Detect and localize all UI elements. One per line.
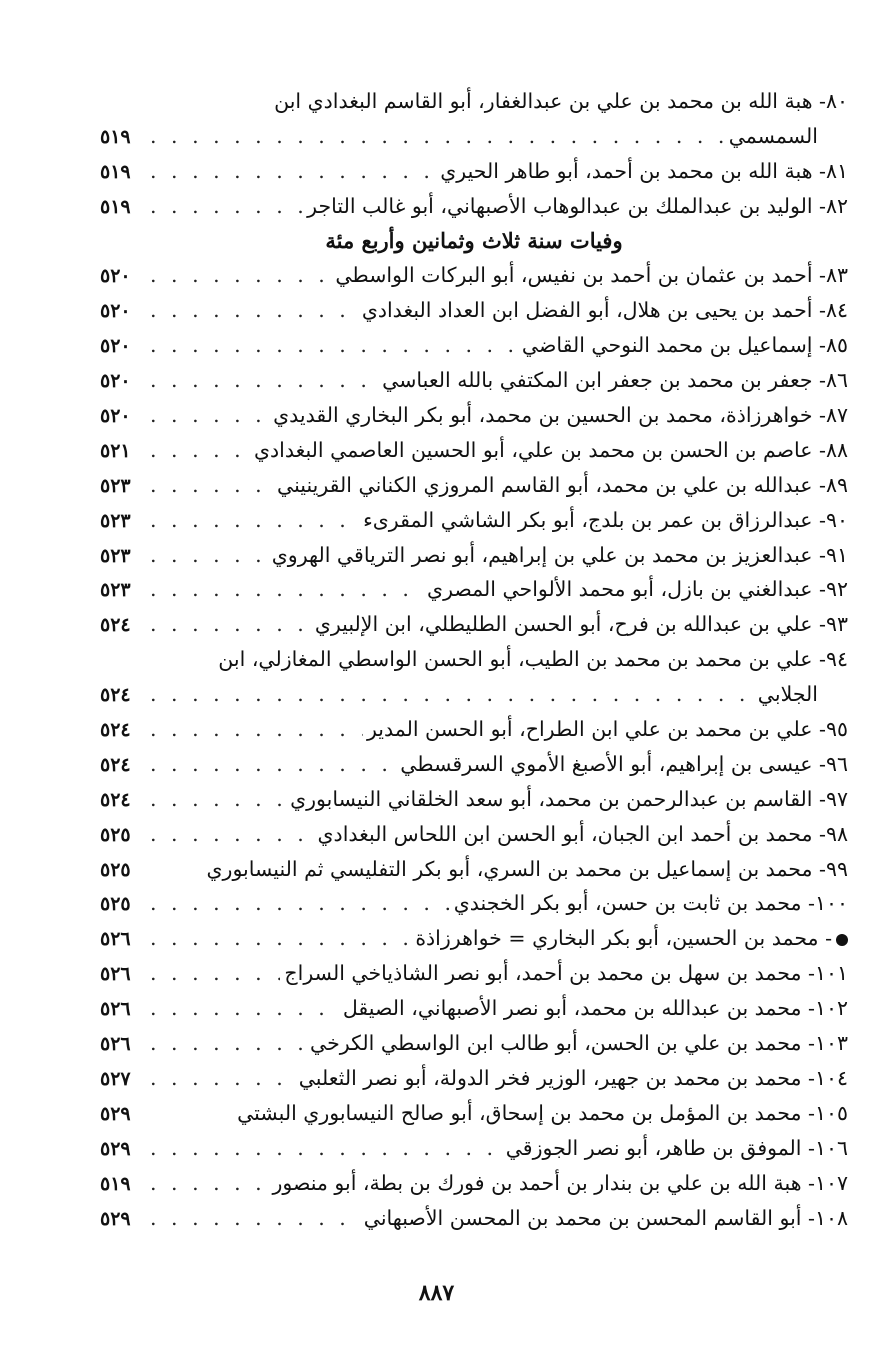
toc-entry — [100, 293, 848, 328]
entry-text: ٩٠- عبدالرزاق بن عمر بن بلدج، أبو بكر الشاشي المقرىء — [363, 507, 848, 532]
entry-page-number: ٥٢٩ — [100, 1137, 131, 1160]
toc-entry — [100, 84, 848, 154]
entry-title: محمد بن ثابت بن حسن، أبو بكر الخجندي — [453, 891, 802, 916]
entry-page-number: ٥٢٦ — [100, 1033, 131, 1056]
entry-title: محمد بن إسماعيل بن محمد بن السري، أبو بكر التفليسي ثم النيسابوري — [206, 856, 813, 881]
leader-dots — [150, 119, 725, 154]
entry-text: ٩٣- علي بن عبدالله بن فرح، أبو الحسن الطليطلي، ابن الإلبيري — [314, 612, 848, 637]
leader-dots — [150, 712, 363, 747]
toc-entry — [100, 747, 848, 782]
entry-title: أبو القاسم المحسن بن محمد بن المحسن الأصبهاني — [363, 1205, 802, 1230]
entry-text: ٩٧- القاسم بن عبدالرحمن بن محمد، أبو سعد الخلقاني النيسابوري — [290, 786, 848, 811]
entry-text: ١٠٣- محمد بن علي بن الحسن، أبو طالب ابن الواسطي الكرخي — [310, 1031, 848, 1056]
entry-title: محمد بن المؤمل بن محمد بن إسحاق، أبو صالح النيسابوري البشتي — [237, 1100, 802, 1125]
toc-entry-line — [100, 293, 848, 328]
entry-number: ١٠٥ — [814, 1100, 848, 1125]
toc-entry-line — [100, 538, 848, 573]
entry-title: عيسى بن إبراهيم، أبو الأصبغ الأموي السرقسطي — [400, 751, 813, 776]
toc-entry — [100, 1061, 848, 1096]
toc-entry-line — [100, 119, 848, 154]
entry-title: هبة الله بن محمد بن أحمد، أبو طاهر الحيري — [440, 158, 813, 183]
entry-title: محمد بن سهل بن محمد بن أحمد، أبو نصر الشاذياخي السراج — [284, 961, 802, 986]
leader-dots — [150, 782, 286, 817]
entry-number: ٨٧ — [825, 403, 848, 428]
entry-title: محمد بن علي بن الحسن، أبو طالب ابن الواسطي الكرخي — [310, 1031, 802, 1056]
entry-title: أحمد بن يحيى بن هلال، أبو الفضل ابن العداد البغدادي — [361, 298, 813, 323]
entry-page-number: ٥٢٩ — [100, 1102, 131, 1125]
entry-page-number: ٥٢٤ — [100, 719, 131, 742]
entry-page-number: ٥٢٥ — [100, 823, 131, 846]
entry-page-number: ٥٢٣ — [100, 474, 131, 497]
table-of-contents — [100, 84, 848, 1235]
toc-entry-line — [100, 852, 848, 887]
entry-page-number: ٥٢٠ — [100, 265, 131, 288]
toc-entry — [100, 433, 848, 468]
entry-text: ٩٢- عبدالغني بن بازل، أبو محمد الألواحي المصري — [427, 577, 848, 602]
entry-number: ١٠٠ — [814, 891, 848, 916]
entry-title: عاصم بن الحسن بن محمد بن علي، أبو الحسين العاصمي البغدادي — [253, 437, 813, 462]
entry-page-number: ٥٢٤ — [100, 614, 131, 637]
toc-entry — [100, 328, 848, 363]
toc-entry-line — [100, 1166, 848, 1201]
entry-title: القاسم بن عبدالرحمن بن محمد، أبو سعد الخلقاني النيسابوري — [290, 786, 813, 811]
leader-dots — [150, 538, 268, 573]
entry-number: ١٠٣ — [814, 1031, 848, 1056]
entry-number: ٩٠ — [825, 507, 848, 532]
entry-title: محمد بن عبدالله بن محمد، أبو نصر الأصبهاني، الصيقل — [342, 996, 802, 1021]
leader-dots — [150, 607, 311, 642]
entry-title: الجلابي — [757, 682, 818, 707]
toc-entry — [100, 154, 848, 189]
entry-page-number: ٥٢٥ — [100, 858, 131, 881]
entry-number: ٨٩ — [825, 472, 848, 497]
leader-dots — [150, 1026, 306, 1061]
entry-number: ٩٤ — [825, 647, 848, 672]
bullet-icon — [836, 934, 848, 946]
entry-title: هبة الله بن علي بن بندار بن أحمد بن فورك بن بطة، أبو منصور — [272, 1170, 802, 1195]
entry-text: ٨٢- الوليد بن عبدالملك بن عبدالوهاب الأصبهاني، أبو غالب التاجر — [307, 193, 848, 218]
entry-title: عبدالله بن علي بن محمد، أبو القاسم المروزي الكناني القرينيني — [277, 472, 813, 497]
entry-number: ٩٧ — [825, 786, 848, 811]
leader-dots — [150, 258, 331, 293]
leader-dots — [150, 886, 450, 921]
entry-page-number: ٥١٩ — [100, 195, 131, 218]
entry-page-number: ٥٢٤ — [100, 753, 131, 776]
toc-entry-line — [100, 1201, 848, 1236]
entry-title: الموفق بن طاهر، أبو نصر الجوزقي — [505, 1135, 802, 1160]
leader-dots — [150, 572, 423, 607]
entry-title: محمد بن أحمد ابن الجبان، أبو الحسن ابن اللحاس البغدادي — [317, 821, 813, 846]
entry-text: ١٠٢- محمد بن عبدالله بن محمد، أبو نصر الأصبهاني، الصيقل — [342, 996, 848, 1021]
leader-dots — [150, 398, 269, 433]
leader-dots — [150, 1131, 502, 1166]
leader-dots — [150, 293, 358, 328]
entry-title: هبة الله بن محمد بن علي بن عبدالغفار، أبو القاسم البغدادي ابن — [274, 89, 813, 113]
entry-number: ٨٥ — [825, 333, 848, 358]
leader-dots — [150, 363, 378, 398]
entry-text: ٩٥- علي بن محمد بن علي ابن الطراح، أبو الحسن المدير — [366, 717, 848, 742]
toc-entry-line — [100, 468, 848, 503]
toc-entry — [100, 503, 848, 538]
toc-entry-line — [100, 642, 848, 677]
entry-page-number: ٥٢٣ — [100, 509, 131, 532]
entry-text: ٨٥- إسماعيل بن محمد النوحي القاضي — [521, 333, 848, 358]
entry-number: ٩٥ — [825, 717, 848, 742]
entry-text: - محمد بن الحسين، أبو بكر البخاري = خواهرزاذة — [415, 921, 848, 956]
entry-number: ١٠١ — [814, 961, 848, 986]
entry-text: ٨٩- عبدالله بن علي بن محمد، أبو القاسم المروزي الكناني القرينيني — [277, 472, 848, 497]
toc-entry — [100, 817, 848, 852]
leader-dots — [150, 991, 339, 1026]
toc-entry-line — [100, 747, 848, 782]
entry-number: ٨٦ — [825, 368, 848, 393]
entry-page-number: ٥٢٣ — [100, 544, 131, 567]
toc-entry — [100, 258, 848, 293]
entry-page-number: ٥٢١ — [100, 439, 131, 462]
entry-page-number: ٥٢٥ — [100, 893, 131, 916]
entry-number: ٩٨ — [825, 821, 848, 846]
toc-entry-line — [100, 1061, 848, 1096]
entry-page-number: ٥٢٤ — [100, 788, 131, 811]
toc-entry-line — [100, 328, 848, 363]
entry-text: ١٠٦- الموفق بن طاهر، أبو نصر الجوزقي — [505, 1135, 848, 1160]
leader-dots — [150, 921, 411, 956]
toc-entry-line — [100, 1026, 848, 1061]
toc-entry — [100, 572, 848, 607]
entry-text: ٩١- عبدالعزيز بن محمد بن علي بن إبراهيم، أبو نصر الترياقي الهروي — [271, 542, 848, 567]
entry-text: ٩٩- محمد بن إسماعيل بن محمد بن السري، أبو بكر التفليسي ثم النيسابوري — [206, 856, 848, 881]
entry-number: ١٠٢ — [814, 996, 848, 1021]
entry-number: ٨١ — [825, 158, 848, 183]
entry-page-number: ٥٢٦ — [100, 963, 131, 986]
toc-entry-line — [100, 991, 848, 1026]
toc-entry-line — [100, 607, 848, 642]
leader-dots — [150, 468, 273, 503]
entry-number: ٨٤ — [825, 298, 848, 323]
entry-title: محمد بن محمد بن جهير، الوزير فخر الدولة، أبو نصر الثعلبي — [298, 1065, 802, 1090]
entry-number: ٩٣ — [825, 612, 848, 637]
entry-title: علي بن محمد بن محمد بن الطيب، أبو الحسن الواسطي المغازلي، ابن — [218, 647, 813, 672]
toc-entry — [100, 538, 848, 573]
toc-entry-line — [100, 1096, 848, 1131]
toc-entry — [100, 782, 848, 817]
toc-entry — [100, 468, 848, 503]
entry-number: ٩١ — [825, 542, 848, 567]
entry-text: ١٠٥- محمد بن المؤمل بن محمد بن إسحاق، أبو صالح النيسابوري البشتي — [237, 1100, 848, 1125]
toc-entry-line — [100, 154, 848, 189]
entry-text: ٩٨- محمد بن أحمد ابن الجبان، أبو الحسن ابن اللحاس البغدادي — [317, 821, 848, 846]
toc-entry — [100, 1166, 848, 1201]
entry-text — [758, 677, 818, 712]
toc-entry — [100, 956, 848, 991]
entry-text: ٨٨- عاصم بن الحسن بن محمد بن علي، أبو الحسين العاصمي البغدادي — [253, 437, 848, 462]
toc-entry-line — [100, 782, 848, 817]
toc-entry-line — [100, 1131, 848, 1166]
toc-entry — [100, 607, 848, 642]
entry-text: ١٠٤- محمد بن محمد بن جهير، الوزير فخر الدولة، أبو نصر الثعلبي — [298, 1065, 848, 1090]
entry-text: ١٠٠- محمد بن ثابت بن حسن، أبو بكر الخجندي — [453, 891, 848, 916]
entry-text: ٨١- هبة الله بن محمد بن أحمد، أبو طاهر الحيري — [440, 158, 848, 183]
toc-entry — [100, 189, 848, 224]
entry-page-number: ٥١٩ — [100, 160, 131, 183]
entry-number: ٨٣ — [825, 263, 848, 288]
toc-entry — [100, 1131, 848, 1166]
toc-entry-line — [100, 956, 848, 991]
toc-entry-line — [100, 84, 848, 119]
entry-page-number: ٥٢٣ — [100, 579, 131, 602]
toc-entry-line — [100, 363, 848, 398]
entry-number: ٩٢ — [825, 577, 848, 602]
entry-title: عبدالغني بن بازل، أبو محمد الألواحي المصري — [427, 577, 813, 602]
entry-number: ١٠٧ — [814, 1170, 848, 1195]
toc-entry-line — [100, 712, 848, 747]
entry-title: محمد بن الحسين، أبو بكر البخاري = خواهرزاذة — [415, 926, 819, 951]
entry-number: ١٠٤ — [814, 1065, 848, 1090]
entry-text: ٩٦- عيسى بن إبراهيم، أبو الأصبغ الأموي السرقسطي — [400, 751, 848, 776]
leader-dots — [150, 747, 396, 782]
entry-page-number: ٥٢٧ — [100, 1067, 131, 1090]
entry-title: السمسمي — [728, 123, 818, 148]
leader-dots — [150, 433, 250, 468]
toc-entry-line — [100, 921, 848, 956]
entry-page-number: ٥٢٠ — [100, 405, 131, 428]
entry-page-number: ٥٢٠ — [100, 370, 131, 393]
entry-text: ١٠٧- هبة الله بن علي بن بندار بن أحمد بن فورك بن بطة، أبو منصور — [272, 1170, 848, 1195]
toc-entry — [100, 921, 848, 956]
entry-text: ٨٣- أحمد بن عثمان بن أحمد بن نفيس، أبو البركات الواسطي — [335, 263, 848, 288]
entry-title: عبدالرزاق بن عمر بن بلدج، أبو بكر الشاشي المقرىء — [363, 507, 813, 532]
section-heading: وفيات سنة ثلاث وثمانين وأربع مئة — [325, 227, 623, 253]
entry-number: ١٠٨ — [814, 1205, 848, 1230]
entry-title: جعفر بن محمد بن جعفر ابن المكتفي بالله العباسي — [382, 368, 813, 393]
entry-title: علي بن عبدالله بن فرح، أبو الحسن الطليطلي، ابن الإلبيري — [314, 612, 813, 637]
toc-entry-line — [100, 189, 848, 224]
leader-dots — [150, 956, 280, 991]
toc-entry-line — [100, 677, 848, 712]
entry-number: ١٠٦ — [814, 1135, 848, 1160]
entry-title: علي بن محمد بن علي ابن الطراح، أبو الحسن المدير — [366, 717, 813, 742]
entry-title: أحمد بن عثمان بن أحمد بن نفيس، أبو البركات الواسطي — [335, 263, 813, 288]
entry-number: ٩٩ — [825, 856, 848, 881]
entry-number: ٨٢ — [825, 193, 848, 218]
entry-page-number: ٥٢٠ — [100, 335, 131, 358]
leader-dots — [150, 677, 754, 712]
page-number: ٨٨٧ — [418, 1280, 455, 1306]
entry-text — [729, 119, 818, 154]
leader-dots — [150, 189, 303, 224]
leader-dots — [150, 1166, 268, 1201]
leader-dots — [150, 503, 359, 538]
leader-dots — [150, 154, 436, 189]
toc-entry-line — [100, 503, 848, 538]
entry-page-number: ٥٢٦ — [100, 998, 131, 1021]
leader-dots — [150, 1061, 295, 1096]
entry-title: عبدالعزيز بن محمد بن علي بن إبراهيم، أبو نصر الترياقي الهروي — [271, 542, 813, 567]
entry-page-number: ٥١٩ — [100, 1172, 131, 1195]
entry-number: ٨٠ — [825, 89, 848, 113]
toc-entry-line — [100, 886, 848, 921]
toc-entry — [100, 1096, 848, 1131]
toc-entry — [100, 886, 848, 921]
toc-entry-line — [100, 572, 848, 607]
toc-entry — [100, 712, 848, 747]
entry-title: خواهرزاذة، محمد بن الحسين بن محمد، أبو بكر البخاري القديدي — [273, 403, 813, 428]
toc-entry — [100, 1026, 848, 1061]
toc-entry — [100, 852, 848, 887]
entry-text: ١٠٨- أبو القاسم المحسن بن محمد بن المحسن الأصبهاني — [363, 1205, 848, 1230]
entry-text: ٨٤- أحمد بن يحيى بن هلال، أبو الفضل ابن العداد البغدادي — [361, 298, 848, 323]
toc-entry — [100, 363, 848, 398]
entry-text: ٨٠- هبة الله بن محمد بن علي بن عبدالغفار، أبو القاسم البغدادي ابن — [274, 89, 848, 113]
toc-entry — [100, 398, 848, 433]
entry-number: ٨٨ — [825, 437, 848, 462]
toc-entry-line — [100, 817, 848, 852]
toc-entry-line — [100, 258, 848, 293]
entry-title: الوليد بن عبدالملك بن عبدالوهاب الأصبهاني، أبو غالب التاجر — [307, 193, 813, 218]
toc-entry — [100, 1201, 848, 1236]
entry-page-number: ٥٢٦ — [100, 928, 131, 951]
toc-entry-line — [100, 398, 848, 433]
toc-entry — [100, 642, 848, 712]
entry-text: ٨٧- خواهرزاذة، محمد بن الحسين بن محمد، أبو بكر البخاري القديدي — [273, 403, 848, 428]
entry-page-number: ٥٢٠ — [100, 300, 131, 323]
entry-text: ١٠١- محمد بن سهل بن محمد بن أحمد، أبو نصر الشاذياخي السراج — [284, 961, 848, 986]
entry-page-number: ٥٢٩ — [100, 1207, 131, 1230]
leader-dots — [150, 1201, 360, 1236]
leader-dots — [150, 817, 314, 852]
entry-text: ٨٦- جعفر بن محمد بن جعفر ابن المكتفي بالله العباسي — [382, 368, 848, 393]
entry-title: إسماعيل بن محمد النوحي القاضي — [521, 333, 813, 358]
entry-text: ٩٤- علي بن محمد بن محمد بن الطيب، أبو الحسن الواسطي المغازلي، ابن — [218, 647, 848, 672]
toc-entry — [100, 991, 848, 1026]
leader-dots — [150, 328, 518, 363]
toc-entry-line — [100, 433, 848, 468]
entry-page-number: ٥١٩ — [100, 125, 131, 148]
entry-page-number: ٥٢٤ — [100, 684, 131, 707]
entry-number: ٩٦ — [825, 751, 848, 776]
